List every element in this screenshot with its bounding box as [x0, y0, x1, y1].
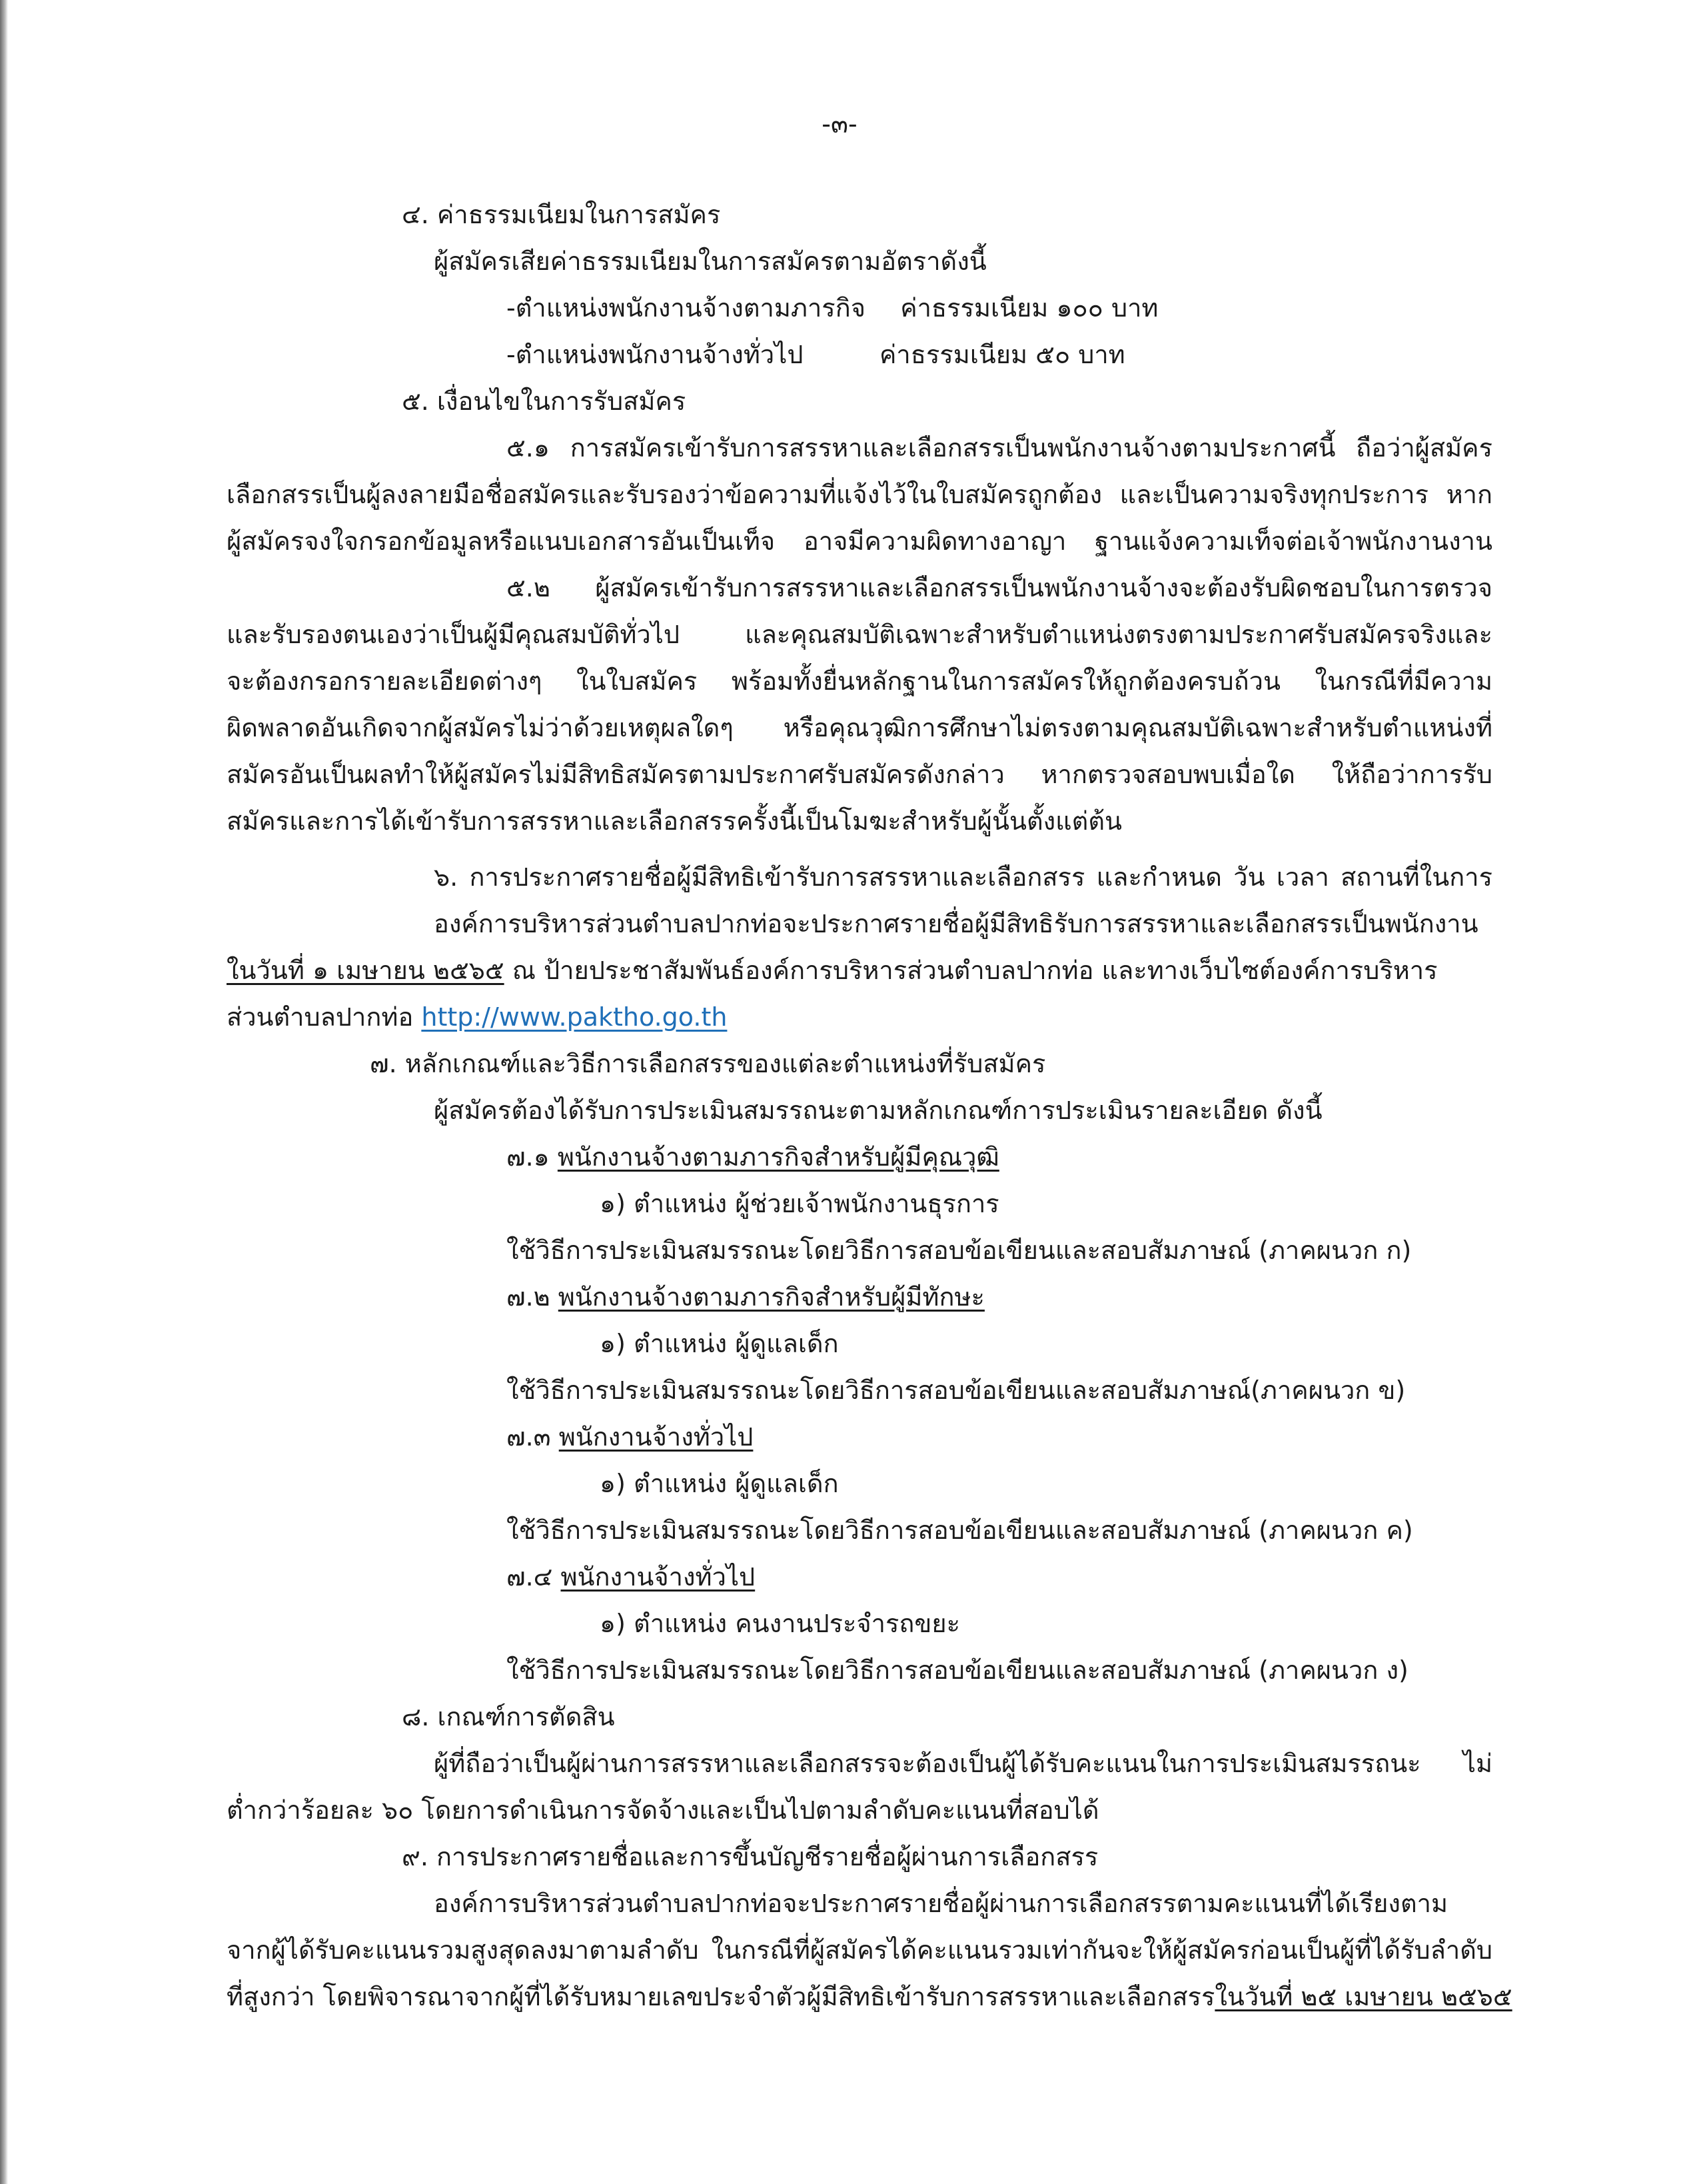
group-7-4-title: พนักงานจ้างทั่วไป	[560, 1562, 756, 1592]
group-7-2-position: ๑) ตำแหน่ง ผู้ดูแลเด็ก	[600, 1329, 839, 1358]
group-7-1-method: ใช้วิธีการประเมินสมรรถนะโดยวิธีการสอบข้อเขียนและสอบสัมภาษณ์ (ภาคผนวก ก)	[506, 1236, 1412, 1265]
section-7-heading: ๗. หลักเกณฑ์และวิธีการเลือกสรรของแต่ละตำแหน่งที่รับสมัคร	[370, 1049, 1046, 1078]
section-7-intro: ผู้สมัครต้องได้รับการประเมินสมรรถนะตามหลักเกณฑ์การประเมินรายละเอียด ดังนี้	[434, 1096, 1323, 1125]
para-5-1-line: เลือกสรรเป็นผู้ลงลายมือชื่อสมัครและรับรองว่าข้อความที่แจ้งไว้ในใบสมัครถูกต้อง และเป็นความจริงทุกประการ หาก	[227, 480, 1492, 509]
fee-row-1	[506, 288, 1158, 328]
para-5-2-line: สมัครอันเป็นผลทำให้ผู้สมัครไม่มีสิทธิสมัครตามประกาศรับสมัครดังกล่าว หากตรวจสอบพบเมื่อใด ให้ถือว่าการรับ	[227, 760, 1492, 789]
para-5-1-line: ผู้สมัครจงใจกรอกข้อมูลหรือแนบเอกสารอันเป็นเท็จ อาจมีความผิดทางอาญา ฐานแจ้งความเท็จต่อเจ้าพนักงานงาน	[227, 527, 1492, 556]
section-9-line: องค์การบริหารส่วนตำบลปากท่อจะประกาศรายชื่อผู้ผ่านการเลือกสรรตามคะแนนที่ได้เรียงตาม	[434, 1889, 1448, 1918]
group-7-1-title: พนักงานจ้างตามภารกิจสำหรับผู้มีคุณวุฒิ	[557, 1142, 999, 1172]
para-5-2-line: และรับรองตนเองว่าเป็นผู้มีคุณสมบัติทั่วไป และคุณสมบัติเฉพาะสำหรับตำแหน่งตรงตามประกาศรับสมัครจริงและ	[227, 620, 1492, 649]
section-9-heading: ๙. การประกาศรายชื่อและการขึ้นบัญชีรายชื่อผู้ผ่านการเลือกสรร	[402, 1842, 1099, 1871]
group-7-4-heading	[506, 1557, 755, 1597]
para-5-2-line: จะต้องกรอกรายละเอียดต่างๆ ในใบสมัคร พร้อมทั้งยื่นหลักฐานในการสมัครให้ถูกต้องครบถ้วน ในกรณีที่มีความ	[227, 666, 1492, 696]
fee-1-amount: ค่าธรรมเนียม ๑๐๐ บาท	[900, 293, 1159, 323]
fee-2-position: -ตำแหน่งพนักงานจ้างทั่วไป	[506, 340, 804, 369]
section-8-heading: ๘. เกณฑ์การตัดสิน	[402, 1702, 615, 1731]
list-announcement-date: ในวันที่ ๒๕ เมษายน ๒๕๖๕	[1215, 1982, 1512, 2011]
section-6-date-line-rest: ณ ป้ายประชาสัมพันธ์องค์การบริหารส่วนตำบลปากท่อ และทางเว็บไซต์องค์การบริหาร	[504, 956, 1438, 985]
group-7-2-title: พนักงานจ้างตามภารกิจสำหรับผู้มีทักษะ	[558, 1282, 985, 1312]
para-5-2-line: ๕.๒ ผู้สมัครเข้ารับการสรรหาและเลือกสรรเป็นพนักงานจ้างจะต้องรับผิดชอบในการตรวจ	[506, 573, 1492, 602]
section-8-line: ผู้ที่ถือว่าเป็นผู้ผ่านการสรรหาและเลือกสรรจะต้องเป็นผู้ได้รับคะแนนในการประเมินสมรรถนะ ไม่	[434, 1749, 1492, 1778]
group-7-3-heading	[506, 1417, 753, 1457]
section-9-line: จากผู้ได้รับคะแนนรวมสูงสุดลงมาตามลำดับ ในกรณีที่ผู้สมัครได้คะแนนรวมเท่ากันจะให้ผู้สมัครก่อนเป็นผู้ที่ได้รับลำดับ	[227, 1935, 1492, 1965]
para-5-1-line: ๕.๑ การสมัครเข้ารับการสรรหาและเลือกสรรเป็นพนักงานจ้างตามประกาศนี้ ถือว่าผู้สมัคร	[506, 433, 1492, 463]
group-7-2-heading	[506, 1277, 985, 1317]
para-5-2-line: สมัครและการได้เข้ารับการสรรหาและเลือกสรรครั้งนี้เป็นโมฆะสำหรับผู้นั้นตั้งแต่ต้น	[227, 806, 1123, 836]
group-7-4-number: ๗.๔	[506, 1562, 561, 1592]
section-8-line: ต่ำกว่าร้อยละ ๖๐ โดยการดำเนินการจัดจ้างและเป็นไปตามลำดับคะแนนที่สอบได้	[227, 1795, 1099, 1825]
section-6-url-line	[227, 997, 727, 1037]
fee-2-amount: ค่าธรรมเนียม ๕๐ บาท	[879, 340, 1125, 369]
fee-row-2	[506, 335, 1293, 375]
section-9-date-line-text: ที่สูงกว่า โดยพิจารณาจากผู้ที่ได้รับหมายเลขประจำตัวผู้มีสิทธิเข้ารับการสรรหาและเลือกสรร	[227, 1982, 1215, 2011]
group-7-2-method: ใช้วิธีการประเมินสมรรถนะโดยวิธีการสอบข้อเขียนและสอบสัมภาษณ์(ภาคผนวก ข)	[506, 1376, 1406, 1405]
website-link[interactable]: http://www.paktho.go.th	[421, 1002, 728, 1032]
group-7-3-method: ใช้วิธีการประเมินสมรรถนะโดยวิธีการสอบข้อเขียนและสอบสัมภาษณ์ (ภาคผนวก ค)	[506, 1516, 1413, 1545]
group-7-1-heading	[506, 1137, 999, 1177]
section-6-line: องค์การบริหารส่วนตำบลปากท่อจะประกาศรายชื่อผู้มีสิทธิรับการสรรหาและเลือกสรรเป็นพนักงาน	[434, 909, 1478, 938]
section-6-heading: ๖. การประกาศรายชื่อผู้มีสิทธิเข้ารับการสรรหาและเลือกสรร และกำหนด วัน เวลา สถานที่ในการ	[434, 862, 1492, 892]
group-7-1-position: ๑) ตำแหน่ง ผู้ช่วยเจ้าพนักงานธุรการ	[600, 1189, 999, 1218]
section-4-intro: ผู้สมัครเสียค่าธรรมเนียมในการสมัครตามอัตราดังนี้	[434, 247, 987, 276]
para-5-2-line: ผิดพลาดอันเกิดจากผู้สมัครไม่ว่าด้วยเหตุผลใดๆ หรือคุณวุฒิการศึกษาไม่ตรงตามคุณสมบัติเฉพาะสำหรับตำแหน่งที่	[227, 713, 1492, 742]
section-5-heading: ๕. เงื่อนไขในการรับสมัคร	[402, 387, 686, 416]
group-7-1-number: ๗.๑	[506, 1142, 558, 1172]
section-9-date-line	[227, 1977, 1512, 2017]
page-number: -๓-	[822, 109, 857, 139]
section-6-url-line-text: ส่วนตำบลปากท่อ	[227, 1002, 422, 1032]
group-7-4-position: ๑) ตำแหน่ง คนงานประจำรถขยะ	[600, 1609, 961, 1638]
section-6-date-line	[227, 950, 1438, 990]
scan-edge	[0, 0, 8, 2184]
group-7-3-number: ๗.๓	[506, 1422, 559, 1452]
fee-1-position: -ตำแหน่งพนักงานจ้างตามภารกิจ	[506, 293, 865, 323]
group-7-3-title: พนักงานจ้างทั่วไป	[558, 1422, 754, 1452]
group-7-2-number: ๗.๒	[506, 1282, 558, 1312]
group-7-3-position: ๑) ตำแหน่ง ผู้ดูแลเด็ก	[600, 1469, 839, 1498]
announcement-date: ในวันที่ ๑ เมษายน ๒๕๖๕	[227, 956, 504, 985]
section-4-heading: ๔. ค่าธรรมเนียมในการสมัคร	[402, 200, 721, 229]
group-7-4-method: ใช้วิธีการประเมินสมรรถนะโดยวิธีการสอบข้อเขียนและสอบสัมภาษณ์ (ภาคผนวก ง)	[506, 1655, 1408, 1685]
